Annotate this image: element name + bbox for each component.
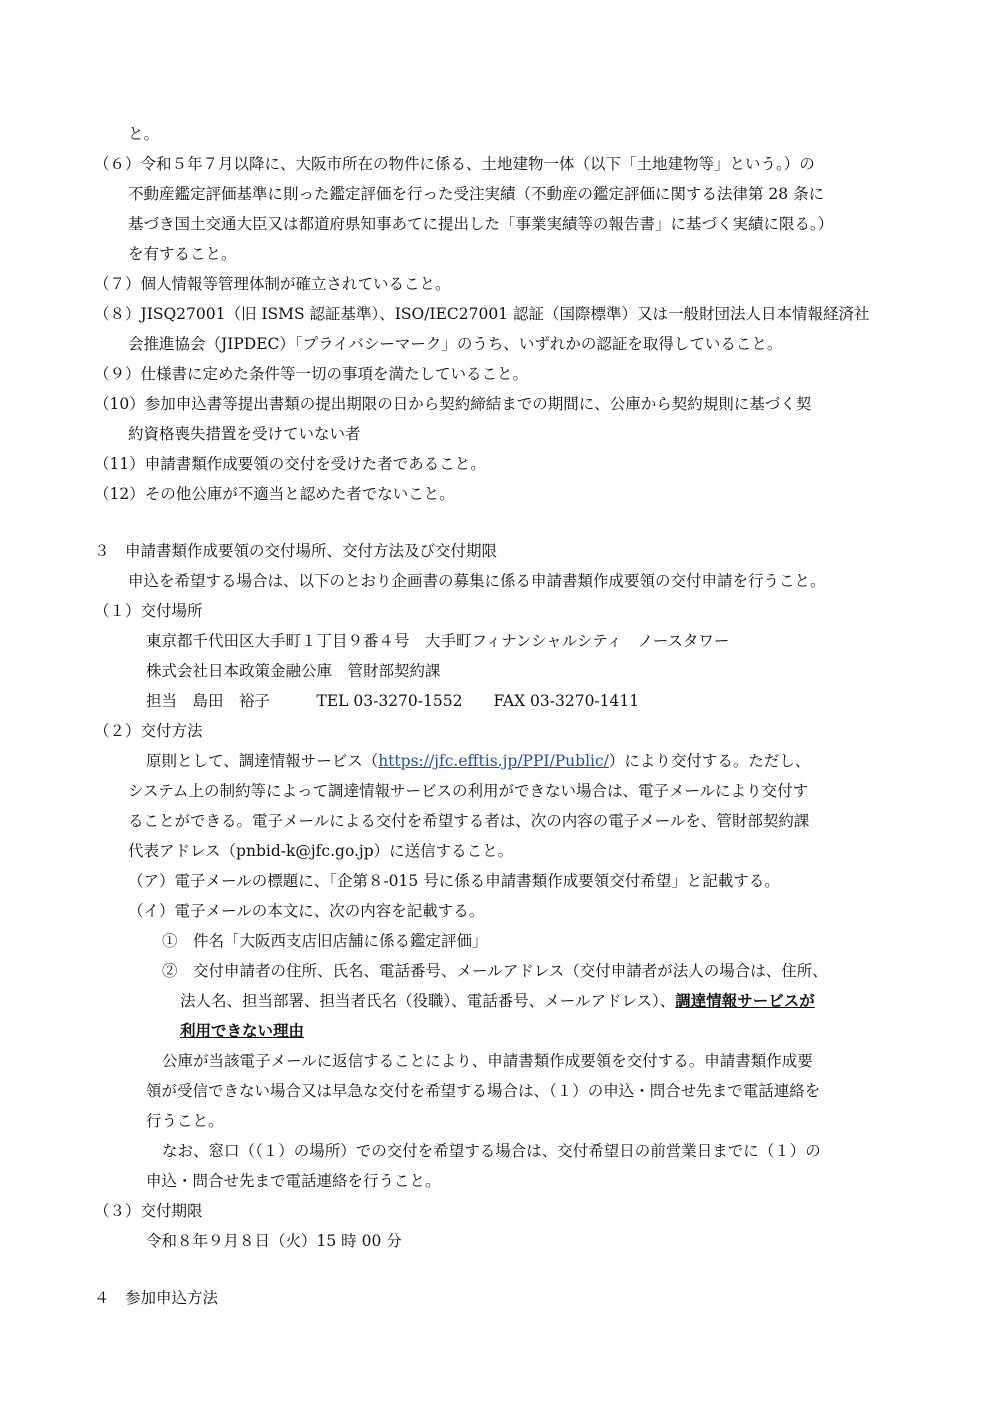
text-line: 行うこと。	[146, 1112, 224, 1130]
section-4-heading: ４ 参加申込方法	[94, 1289, 219, 1307]
item-11: （11）申請書類作成要領の交付を受けた者であること。	[94, 455, 486, 473]
emphasis-text: 利用できない理由	[180, 1021, 305, 1040]
text-line: 基づき国土交通大臣又は都道府県知事あてに提出した「事業実績等の報告書」に基づく実績に限る。）	[128, 215, 834, 233]
item-12: （12）その他公庫が不適当と認めた者でないこと。	[94, 485, 455, 503]
text-line: 申込を希望する場合は、以下のとおり企画書の募集に係る申請書類作成要領の交付申請を行うこと。	[128, 572, 826, 590]
text-line: 会推進協会（JIPDEC）「プライバシーマーク」のうち、いずれかの認証を取得していること。	[128, 335, 783, 353]
deadline-line: 令和８年９月８日（火）15 時 00 分	[146, 1232, 402, 1250]
section-3-heading: ３ 申請書類作成要領の交付場所、交付方法及び交付期限	[94, 542, 498, 560]
text-line: システム上の制約等によって調達情報サービスの利用ができない場合は、電子メールにより交付す	[128, 782, 809, 800]
item-6: （６）令和５年７月以降に、大阪市所在の物件に係る、土地建物一体（以下「土地建物等」という。）の	[94, 155, 815, 173]
text-line: なお、窓口（（１）の場所）での交付を希望する場合は、交付希望日の前営業日までに（１）の	[162, 1142, 821, 1160]
text-line: を有すること。	[128, 245, 237, 263]
text-segment: ）により交付する。ただし、	[608, 752, 811, 770]
subsection-1-heading: （１）交付場所	[94, 602, 203, 620]
text-line: 代表アドレス（pnbid-k@jfc.go.jp）に送信すること。	[128, 842, 514, 860]
department-line: 株式会社日本政策金融公庫 管財部契約課	[146, 662, 441, 680]
item-a: （ア）電子メールの標題に、「企第８-015 号に係る申請書類作成要領交付希望」と記載する。	[128, 872, 780, 890]
item-circle-2: ② 交付申請者の住所、氏名、電話番号、メールアドレス（交付申請者が法人の場合は、住所、	[162, 962, 828, 980]
text-line: 不動産鑑定評価基準に則った鑑定評価を行った受注実績（不動産の鑑定評価に関する法律第 28 条に	[128, 185, 825, 203]
text-line: ることができる。電子メールによる交付を希望する者は、次の内容の電子メールを、管財部契約課	[128, 812, 810, 830]
text-line	[180, 991, 815, 1011]
item-8: （８）JISQ27001（旧 ISMS 認証基準）、ISO/IEC27001 認証（国際標準）又は一般財団法人日本情報経済社	[94, 305, 870, 323]
text-line: と。	[128, 125, 160, 143]
emphasis-text: 調達情報サービスが	[675, 991, 815, 1010]
text-line	[180, 1021, 304, 1041]
text-segment: 原則として、調達情報サービス（	[146, 752, 379, 770]
address-line: 東京都千代田区大手町１丁目９番４号 大手町フィナンシャルシティ ノースタワー	[146, 632, 730, 650]
item-10: （10）参加申込書等提出書類の提出期限の日から契約締結までの期間に、公庫から契約規則に基づく契	[94, 395, 812, 413]
subsection-2-heading: （２）交付方法	[94, 722, 203, 740]
text-segment: 法人名、担当部署、担当者氏名（役職）、電話番号、メールアドレス）、	[180, 992, 676, 1010]
text-line	[146, 751, 810, 771]
text-line: 公庫が当該電子メールに返信することにより、申請書類作成要領を交付する。申請書類作成要	[162, 1052, 813, 1070]
text-line: 約資格喪失措置を受けていない者	[128, 425, 361, 443]
item-circle-1: ① 件名「大阪西支店旧店舗に係る鑑定評価」	[162, 932, 488, 950]
text-line: 領が受信できない場合又は早急な交付を希望する場合は、（１）の申込・問合せ先まで電話連絡を	[146, 1082, 821, 1100]
subsection-3-heading: （３）交付期限	[94, 1202, 203, 1220]
procurement-service-link[interactable]: https://jfc.efftis.jp/PPI/Public/	[378, 752, 609, 770]
text-line: 申込・問合せ先まで電話連絡を行うこと。	[146, 1172, 441, 1190]
item-7: （７）個人情報等管理体制が確立されていること。	[94, 275, 451, 293]
item-9: （９）仕様書に定めた条件等一切の事項を満たしていること。	[94, 365, 529, 383]
item-i: （イ）電子メールの本文に、次の内容を記載する。	[128, 902, 485, 920]
contact-line: 担当 島田 裕子 TEL 03-3270-1552 FAX 03-3270-1411	[146, 692, 640, 710]
